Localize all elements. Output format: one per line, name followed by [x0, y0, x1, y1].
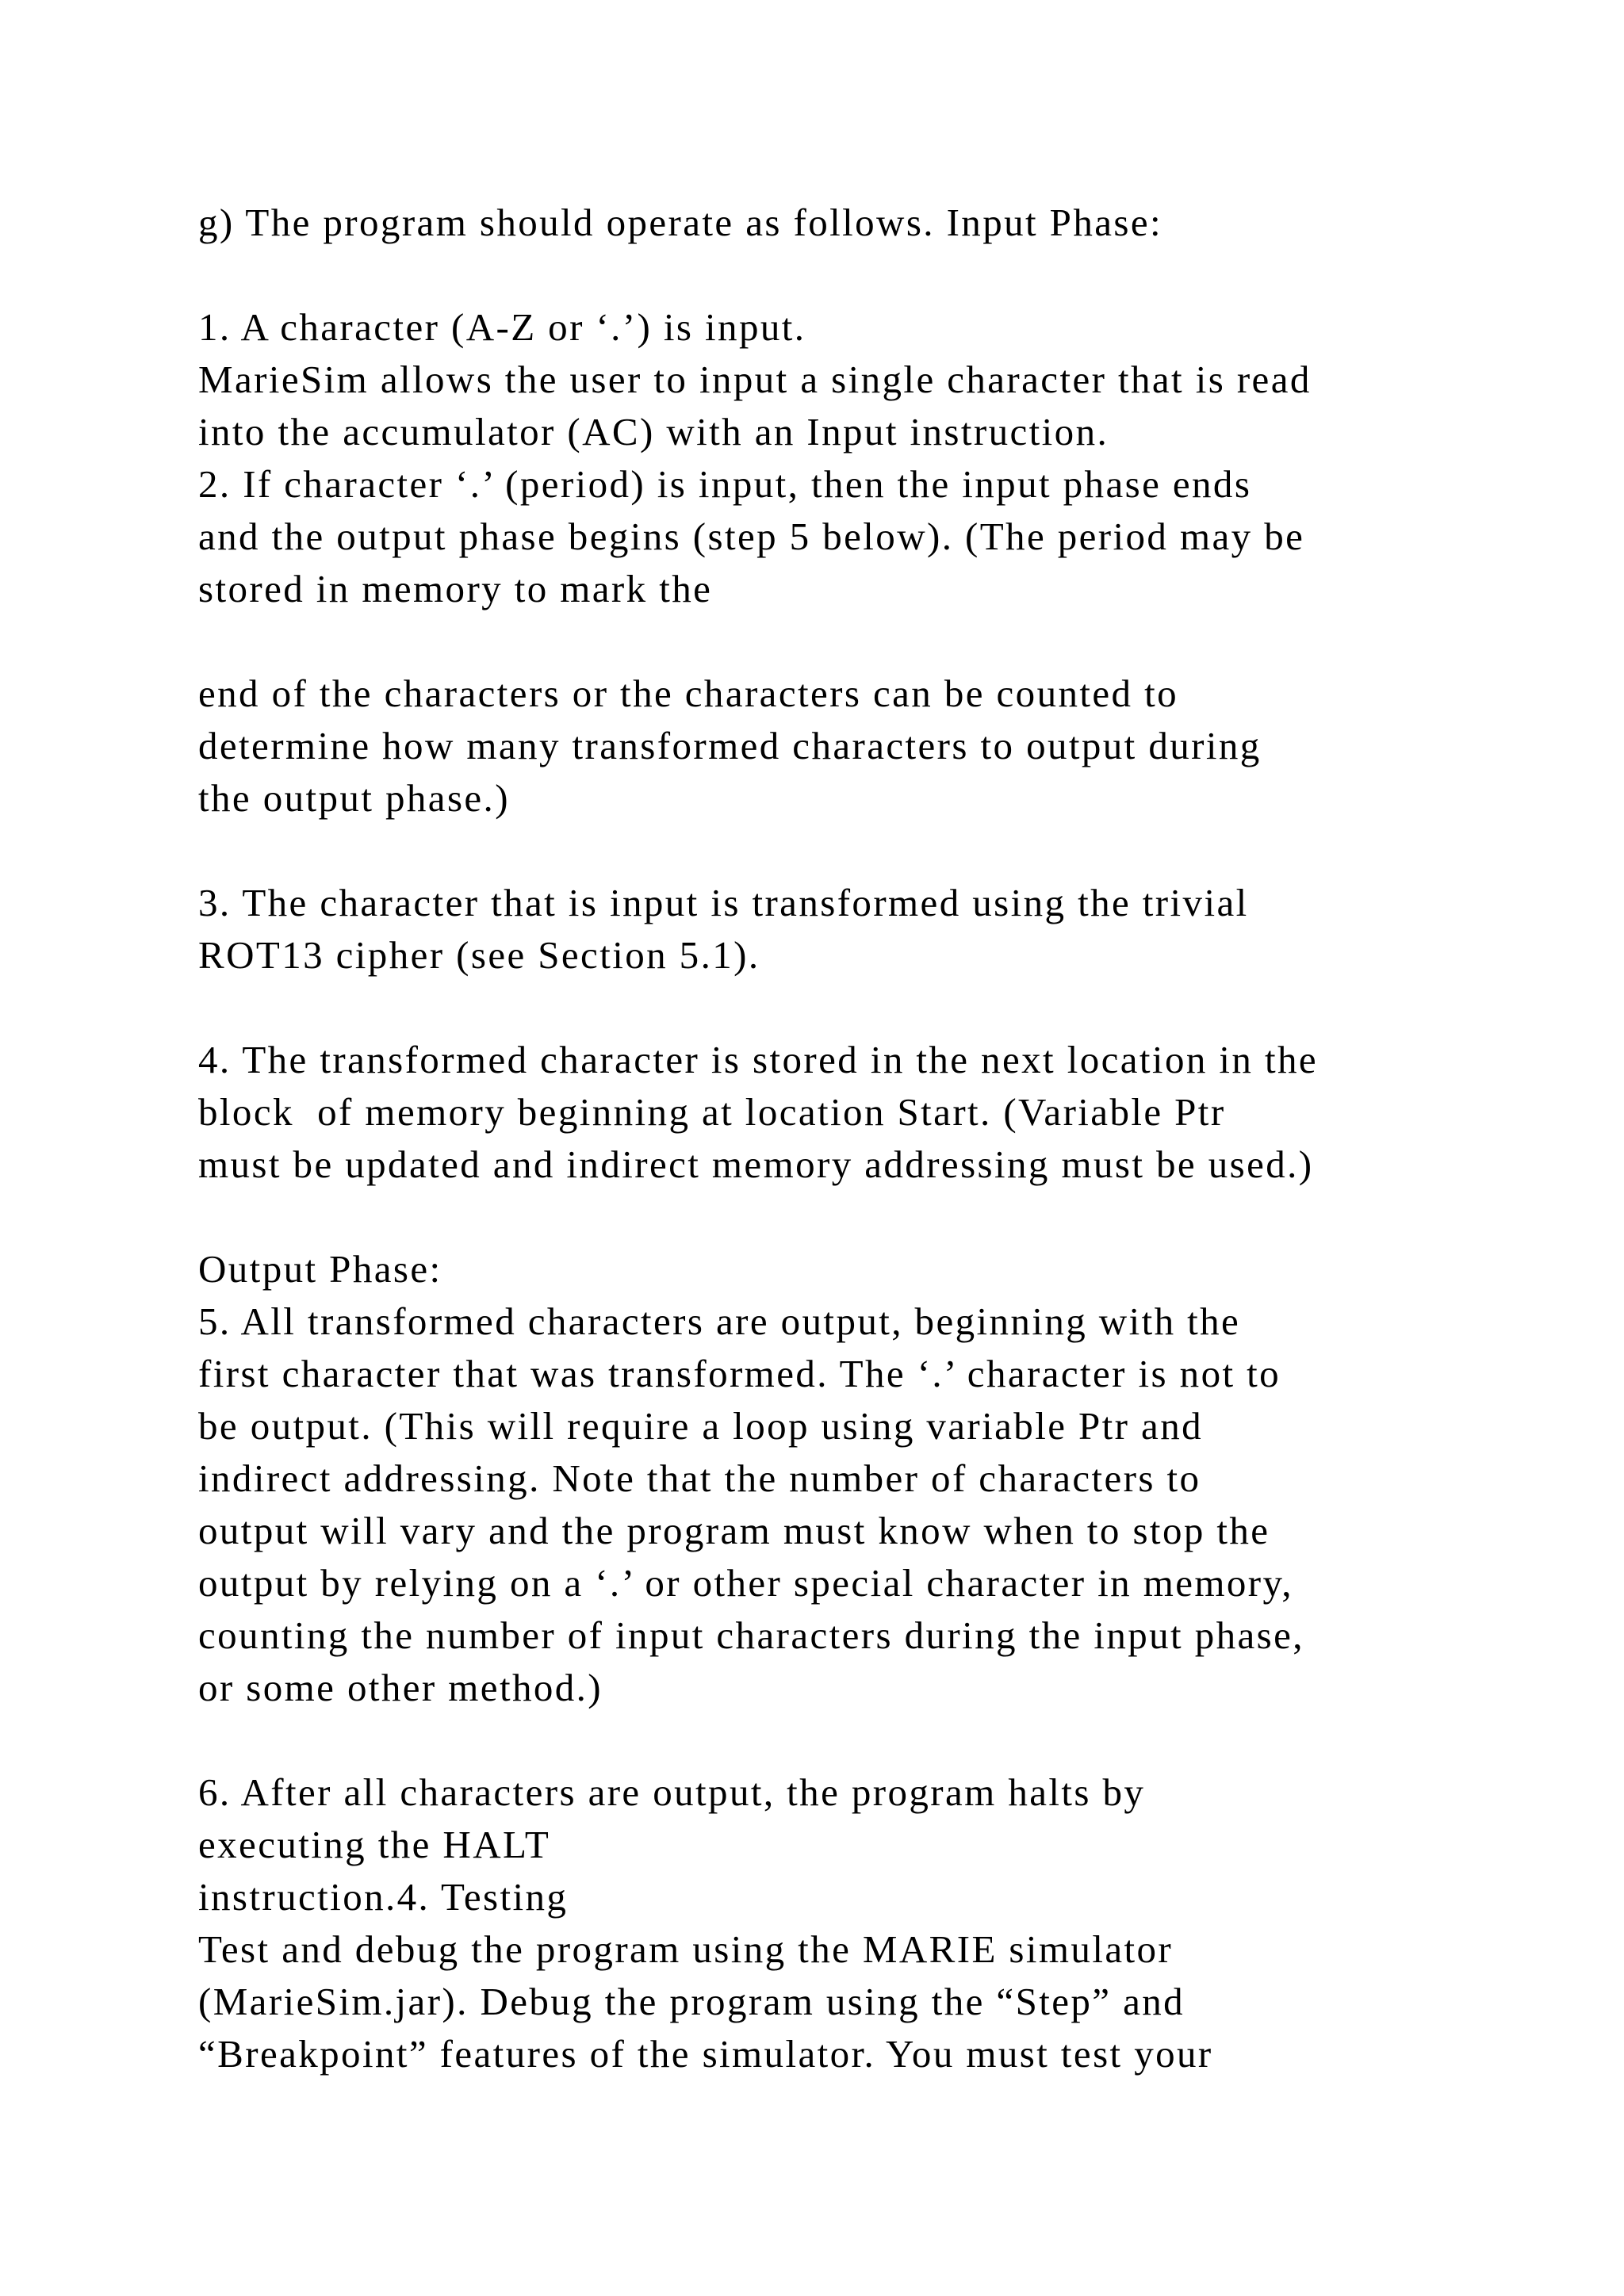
text-line: indirect addressing. Note that the number of characters to — [198, 1456, 1201, 1500]
text-line: MarieSim allows the user to input a single character that is read — [198, 358, 1312, 401]
text-line: g) The program should operate as follows. Input Phase: — [198, 201, 1162, 244]
text-line: 6. After all characters are output, the program halts by — [198, 1770, 1146, 1814]
document-body — [198, 197, 1546, 2080]
blank-line — [198, 615, 1546, 668]
text-line: executing the HALT — [198, 1823, 551, 1866]
text-line: end of the characters or the characters can be counted to — [198, 672, 1178, 715]
text-line: must be updated and indirect memory addressing must be used.) — [198, 1142, 1314, 1186]
text-line: first character that was transformed. The ‘.’ character is not to — [198, 1352, 1281, 1395]
text-line: stored in memory to mark the — [198, 567, 713, 610]
blank-line — [198, 249, 1546, 301]
text-line: instruction.4. Testing — [198, 1875, 569, 1919]
text-line: into the accumulator (AC) with an Input instruction. — [198, 410, 1109, 453]
blank-line — [198, 825, 1546, 877]
text-line: output by relying on a ‘.’ or other special character in memory, — [198, 1561, 1293, 1605]
text-line: and the output phase begins (step 5 below). (The period may be — [198, 515, 1305, 558]
blank-line — [198, 982, 1546, 1034]
text-line: 2. If character ‘.’ (period) is input, then the input phase ends — [198, 462, 1252, 506]
blank-line — [198, 1714, 1546, 1766]
text-line: 1. A character (A-Z or ‘.’) is input. — [198, 305, 806, 349]
text-line: block of memory beginning at location Start. (Variable Ptr — [198, 1090, 1226, 1134]
text-line: 3. The character that is input is transformed using the trivial — [198, 881, 1249, 924]
text-line: or some other method.) — [198, 1666, 603, 1709]
text-line: the output phase.) — [198, 776, 510, 820]
text-line: 5. All transformed characters are output, beginning with the — [198, 1299, 1241, 1343]
section-heading: Output Phase: — [198, 1247, 442, 1291]
text-line: output will vary and the program must know when to stop the — [198, 1509, 1270, 1552]
text-line: ROT13 cipher (see Section 5.1). — [198, 933, 760, 977]
text-line: Test and debug the program using the MARIE simulator — [198, 1927, 1174, 1971]
text-line: (MarieSim.jar). Debug the program using the “Step” and — [198, 1980, 1185, 2023]
text-line: be output. (This will require a loop using variable Ptr and — [198, 1404, 1203, 1448]
blank-line — [198, 1191, 1546, 1243]
text-line: “Breakpoint” features of the simulator. You must test your — [198, 2032, 1213, 2076]
text-line: 4. The transformed character is stored in the next location in the — [198, 1038, 1319, 1081]
text-line: determine how many transformed characters to output during — [198, 724, 1262, 767]
text-line: counting the number of input characters during the input phase, — [198, 1613, 1304, 1657]
